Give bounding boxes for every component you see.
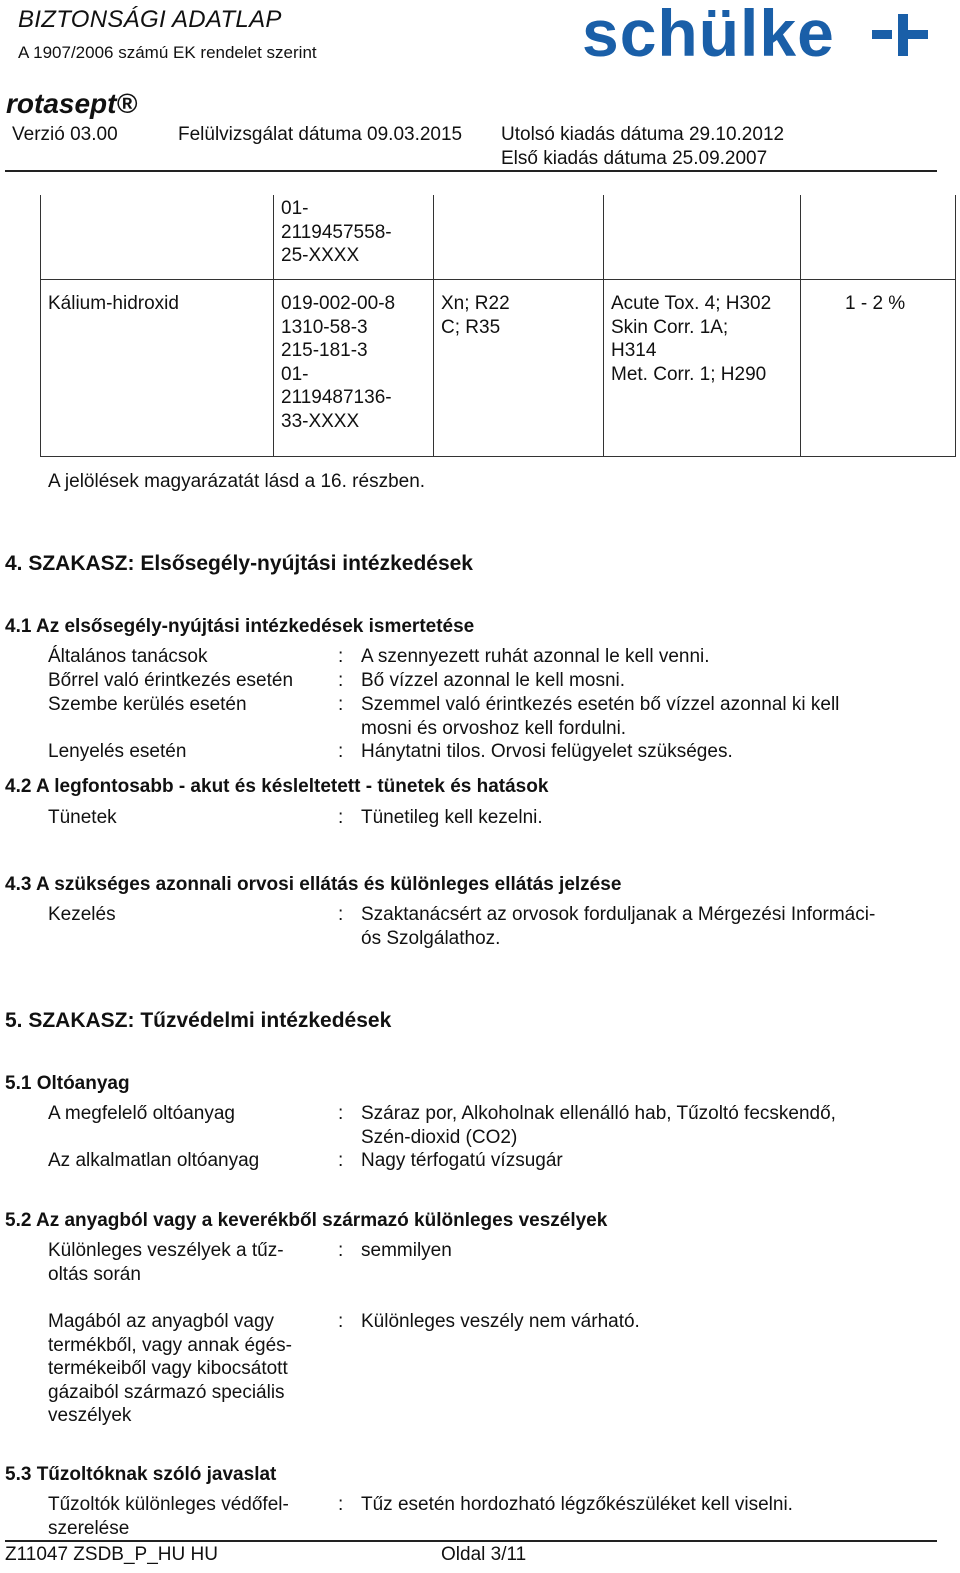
table-cell-concentration: 1 - 2 % (845, 293, 906, 314)
section-4-2-title: 4.2 A legfontosabb - akut és késleltetett - tünetek és hatások (5, 776, 549, 797)
revision-date: Felülvizsgálat dátuma 09.03.2015 (178, 124, 463, 145)
last-issue-date: Utolsó kiadás dátuma 29.10.2012 (501, 124, 785, 145)
kv-colon: : (338, 904, 344, 925)
table-cell-ids-prev: 01- 2119457558- 25-XXXX (281, 198, 392, 267)
kv-label-eye: Szembe kerülés esetén (48, 694, 247, 715)
kv-colon: : (338, 807, 344, 828)
kv-label-unsuitable-media: Az alkalmatlan oltóanyag (48, 1150, 260, 1171)
kv-label-suitable-media: A megfelelő oltóanyag (48, 1103, 235, 1124)
schulke-logo (580, 0, 940, 70)
kv-colon: : (338, 694, 344, 715)
kv-value-ingestion: Hánytatni tilos. Orvosi felügyelet szükséges. (361, 741, 733, 762)
kv-label-skin: Bőrrel való érintkezés esetén (48, 670, 294, 691)
table-note: A jelölések magyarázatát lásd a 16. részben. (48, 471, 426, 492)
table-cell-substance-name: Kálium-hidroxid (48, 293, 179, 314)
section-4-1-title: 4.1 Az elsősegély-nyújtási intézkedések ismertetése (5, 616, 475, 637)
table-cell-classification-clp: Acute Tox. 4; H302 Skin Corr. 1A; H314 Met. Corr. 1; H290 (611, 293, 772, 385)
footer-page-number: Oldal 3/11 (441, 1544, 527, 1565)
kv-value-unsuitable-media: Nagy térfogatú vízsugár (361, 1150, 563, 1171)
kv-colon: : (338, 1311, 344, 1332)
section-4-title: 4. SZAKASZ: Elsősegély-nyújtási intézkedések (5, 552, 473, 575)
kv-colon: : (338, 1103, 344, 1124)
logo-wordmark: schülke (582, 0, 835, 70)
section-4-3-title: 4.3 A szükséges azonnali orvosi ellátás és különleges ellátás jelzése (5, 874, 622, 895)
kv-value-eye: Szemmel való érintkezés esetén bő vízzel azonnal ki kell mosni és orvoshoz kell fordulni. (361, 694, 840, 739)
header-divider (5, 170, 937, 172)
kv-value-special-hazards: Különleges veszély nem várható. (361, 1311, 640, 1332)
kv-value-firefighting-hazards: semmilyen (361, 1240, 452, 1261)
document-subtitle: A 1907/2006 számú EK rendelet szerint (18, 43, 317, 62)
section-5-1-title: 5.1 Oltóanyag (5, 1073, 130, 1094)
version: Verzió 03.00 (12, 124, 118, 145)
kv-value-treatment: Szaktanácsért az orvosok forduljanak a Mérgezési Informáci- ós Szolgálathoz. (361, 904, 876, 949)
kv-label-protective-equipment: Tűzoltók különleges védőfel- szerelése (48, 1494, 289, 1539)
kv-value-symptoms: Tünetileg kell kezelni. (361, 807, 543, 828)
kv-value-protective-equipment: Tűz esetén hordozható légzőkészüléket kell viselni. (361, 1494, 793, 1515)
kv-value-suitable-media: Száraz por, Alkoholnak ellenálló hab, Tűzoltó fecskendő, Szén-dioxid (CO2) (361, 1103, 836, 1148)
kv-colon: : (338, 670, 344, 691)
schulke-logo-graphic (580, 0, 940, 70)
kv-colon: : (338, 1240, 344, 1261)
first-issue-date: Első kiadás dátuma 25.09.2007 (501, 148, 768, 169)
section-5-3-title: 5.3 Tűzoltóknak szóló javaslat (5, 1464, 277, 1485)
kv-colon: : (338, 1494, 344, 1515)
table-cell-classification-old: Xn; R22 C; R35 (441, 293, 510, 338)
section-5-title: 5. SZAKASZ: Tűzvédelmi intézkedések (5, 1009, 392, 1032)
kv-label-ingestion: Lenyelés esetén (48, 741, 187, 762)
kv-label-firefighting-hazards: Különleges veszélyek a tűz- oltás során (48, 1240, 284, 1285)
kv-colon: : (338, 1150, 344, 1171)
section-5-2-title: 5.2 Az anyagból vagy a keverékből származó különleges veszélyek (5, 1210, 608, 1231)
kv-label-special-hazards: Magából az anyagból vagy termékből, vagy annak égés- termékeiből vagy kibocsátott gázaiból származó speciális veszélyek (48, 1311, 292, 1427)
kv-colon: : (338, 646, 344, 667)
footer-divider (5, 1540, 937, 1542)
kv-colon: : (338, 741, 344, 762)
table-cell-ids: 019-002-00-8 1310-58-3 215-181-3 01- 2119487136- 33-XXXX (281, 293, 396, 432)
kv-label-general: Általános tanácsok (48, 646, 208, 667)
document-title: BIZTONSÁGI ADATLAP (18, 6, 282, 33)
kv-value-skin: Bő vízzel azonnal le kell mosni. (361, 670, 626, 691)
kv-value-general: A szennyezett ruhát azonnal le kell venni. (361, 646, 710, 667)
kv-label-treatment: Kezelés (48, 904, 116, 925)
product-name: rotasept® (6, 88, 138, 119)
kv-label-symptoms: Tünetek (48, 807, 117, 828)
footer-doc-code: Z11047 ZSDB_P_HU HU (5, 1544, 218, 1565)
